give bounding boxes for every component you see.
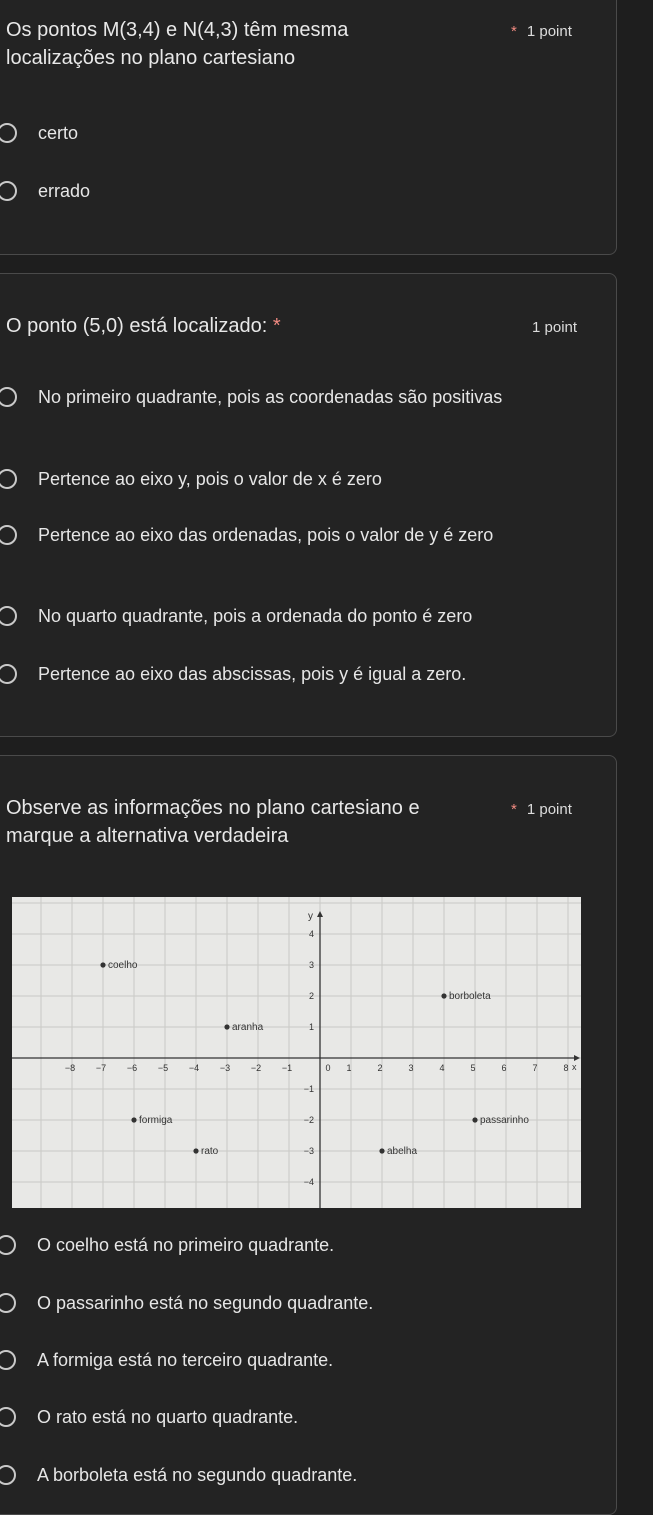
option-5[interactable]: [0, 662, 587, 686]
option-label: A formiga está no terceiro quadrante.: [37, 1350, 334, 1370]
x-tick-label: −4: [188, 1063, 200, 1073]
x-tick-label: 2: [377, 1063, 383, 1073]
option-label: No primeiro quadrante, pois as coordenadas são positivas: [38, 387, 503, 407]
radio-button[interactable]: [0, 387, 17, 407]
cartesian-plane-image: [12, 897, 581, 1208]
option-borboleta[interactable]: [0, 1463, 586, 1487]
required-asterisk: *: [272, 315, 281, 337]
y-tick-label: −2: [303, 1115, 314, 1125]
option-coelho[interactable]: [0, 1233, 586, 1257]
points-label: 1 point: [532, 319, 578, 336]
option-4[interactable]: [0, 604, 587, 628]
point-label-borboleta: borboleta: [449, 991, 491, 1002]
y-tick-label: 2: [308, 991, 314, 1001]
question-title: Os pontos M(3,4) e N(4,3) têm mesma localizações no plano cartesiano: [6, 19, 349, 69]
point-passarinho: [472, 1117, 477, 1122]
x-tick-label: −6: [126, 1063, 138, 1073]
y-axis-arrow: [317, 911, 323, 917]
radio-button[interactable]: [0, 525, 17, 545]
option-errado[interactable]: [0, 179, 587, 203]
radio-button[interactable]: [0, 1350, 16, 1370]
required-asterisk: *: [511, 801, 517, 818]
option-rato[interactable]: [0, 1405, 586, 1429]
radio-button[interactable]: [0, 181, 17, 201]
option-label: certo: [38, 123, 79, 143]
x-tick-label: 5: [470, 1063, 476, 1073]
radio-button[interactable]: [0, 123, 17, 143]
option-label: O coelho está no primeiro quadrante.: [37, 1235, 335, 1255]
y-tick-label: 1: [308, 1022, 314, 1032]
y-tick-label: −3: [303, 1146, 314, 1156]
points-label: * 1 point: [511, 23, 572, 40]
x-axis-label: x: [572, 1062, 577, 1072]
y-tick-label: −1: [303, 1084, 314, 1094]
point-coelho: [100, 962, 105, 967]
option-label: O passarinho está no segundo quadrante.: [37, 1293, 374, 1313]
x-tick-label: 4: [439, 1063, 445, 1073]
x-tick-label: 0: [325, 1063, 331, 1073]
points-label: * 1 point: [511, 801, 572, 818]
x-tick-label: −3: [219, 1063, 231, 1073]
radio-button[interactable]: [0, 469, 17, 489]
x-tick-label: 6: [501, 1063, 507, 1073]
option-label: No quarto quadrante, pois a ordenada do ponto é zero: [38, 606, 473, 626]
radio-button[interactable]: [0, 606, 17, 626]
option-formiga[interactable]: [0, 1348, 586, 1372]
option-certo[interactable]: [0, 121, 587, 145]
y-tick-label: 3: [308, 960, 314, 970]
point-aranha: [224, 1024, 229, 1029]
option-label: Pertence ao eixo das abscissas, pois y é igual a zero.: [38, 664, 467, 684]
x-tick-label: 1: [346, 1063, 352, 1073]
point-rato: [193, 1148, 198, 1153]
radio-button[interactable]: [0, 1407, 16, 1427]
x-tick-label: −1: [281, 1063, 293, 1073]
required-asterisk: *: [511, 23, 517, 40]
radio-button[interactable]: [0, 1293, 16, 1313]
y-tick-label: 4: [308, 929, 314, 939]
point-label-abelha: abelha: [387, 1146, 418, 1157]
option-passarinho[interactable]: [0, 1291, 586, 1315]
option-label: errado: [38, 181, 91, 201]
radio-button[interactable]: [0, 664, 17, 684]
radio-button[interactable]: [0, 1235, 16, 1255]
x-axis-arrow: [574, 1055, 580, 1061]
x-tick-label: 7: [532, 1063, 538, 1073]
question-card-1: [0, 0, 617, 255]
point-formiga: [131, 1117, 136, 1122]
point-label-aranha: aranha: [232, 1022, 264, 1033]
x-tick-label: −7: [95, 1063, 107, 1073]
point-borboleta: [441, 993, 446, 998]
point-label-coelho: coelho: [108, 960, 138, 971]
x-tick-label: −2: [250, 1063, 262, 1073]
radio-button[interactable]: [0, 1465, 16, 1485]
option-label: Pertence ao eixo y, pois o valor de x é zero: [38, 469, 382, 489]
point-label-formiga: formiga: [139, 1115, 173, 1126]
point-abelha: [379, 1148, 384, 1153]
cartesian-plane-chart: [12, 897, 581, 1208]
option-3[interactable]: [0, 523, 587, 547]
question-card-2: [0, 273, 617, 737]
option-2[interactable]: [0, 467, 587, 491]
x-tick-label: −5: [157, 1063, 169, 1073]
y-tick-label: −4: [303, 1177, 314, 1187]
option-label: Pertence ao eixo das ordenadas, pois o valor de y é zero: [38, 525, 494, 545]
x-tick-label: −8: [64, 1063, 76, 1073]
point-label-passarinho: passarinho: [480, 1115, 529, 1126]
y-axis-label: y: [308, 911, 313, 922]
option-label: O rato está no quarto quadrante.: [37, 1407, 299, 1427]
question-title: O ponto (5,0) está localizado: *: [6, 315, 281, 337]
x-tick-label: 8: [563, 1063, 569, 1073]
x-tick-label: 3: [408, 1063, 414, 1073]
point-label-rato: rato: [201, 1146, 219, 1157]
question-title: Observe as informações no plano cartesiano e marque a alternativa verdadeira: [6, 797, 420, 847]
option-1[interactable]: [0, 385, 587, 409]
option-label: A borboleta está no segundo quadrante.: [37, 1465, 358, 1485]
